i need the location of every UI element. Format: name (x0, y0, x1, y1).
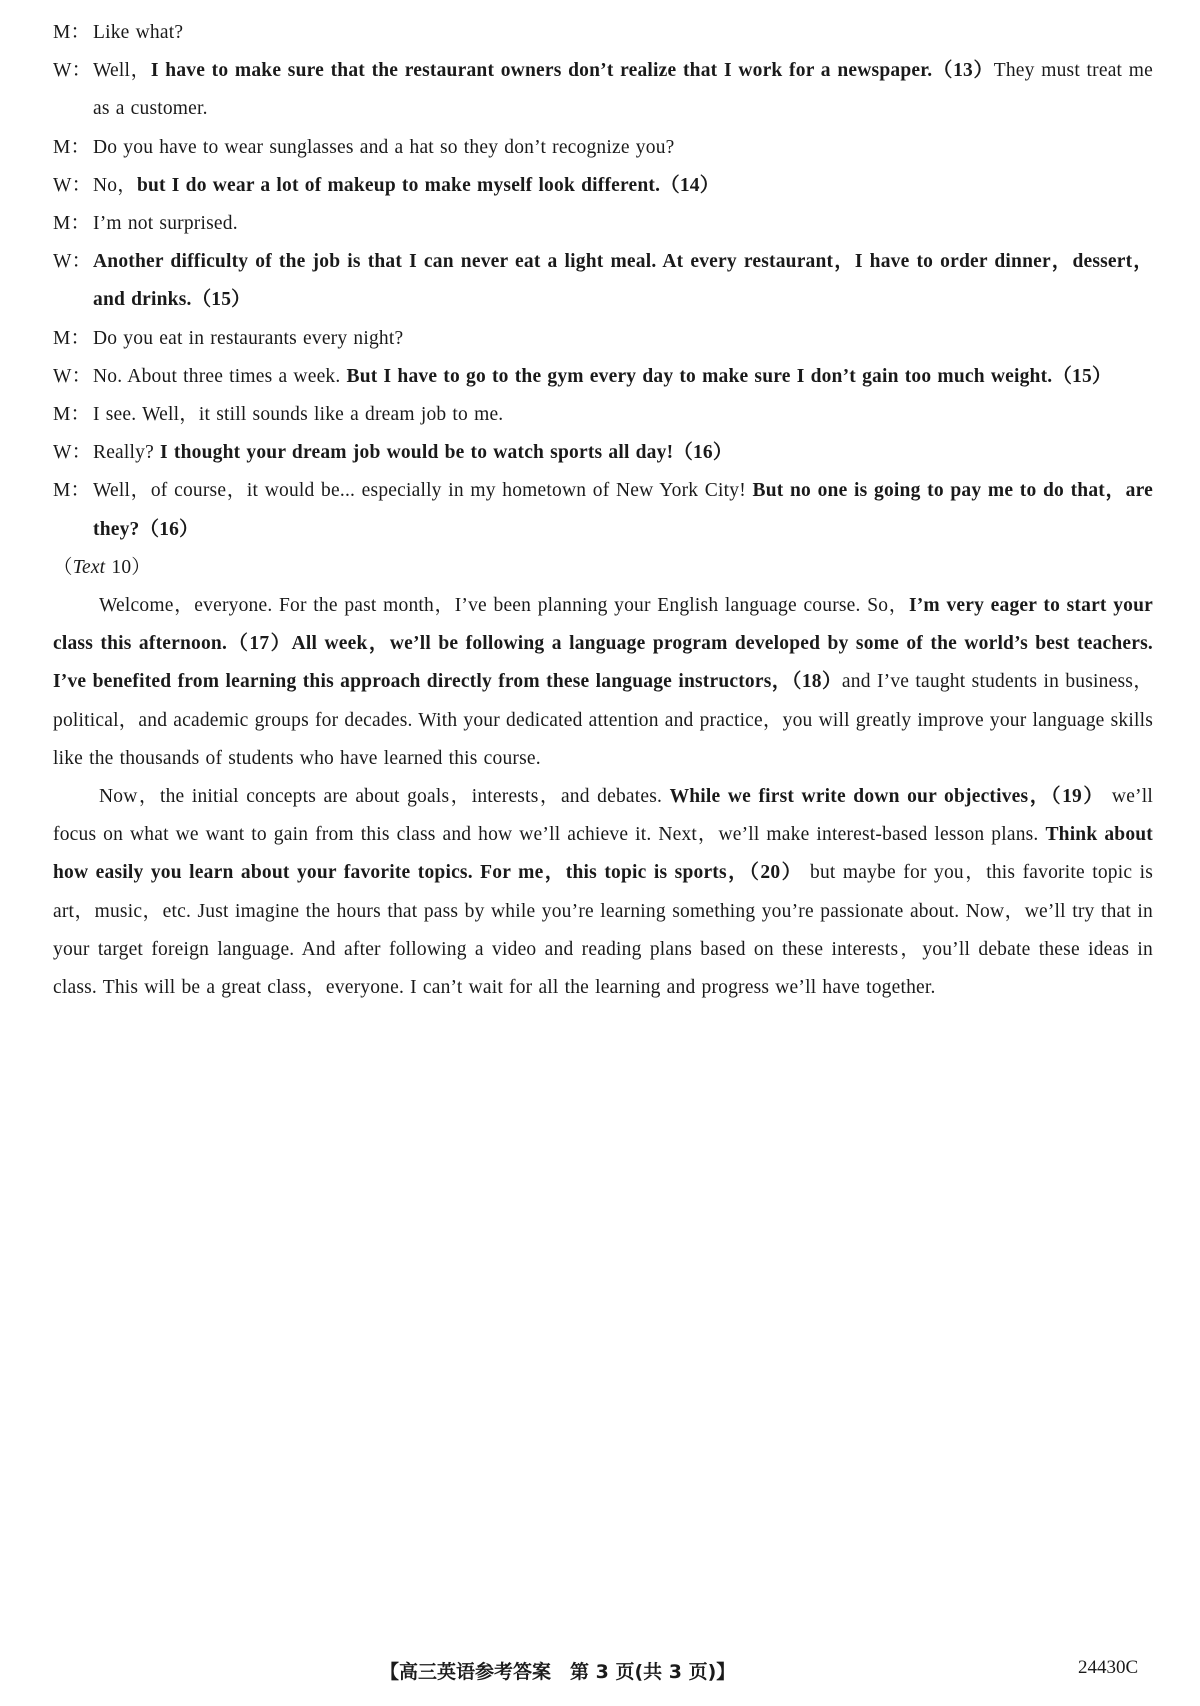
dialogue-line (53, 129, 1153, 167)
footer-page-label: 【高三英语参考答案 第 3 页(共 3 页)】 (380, 1661, 736, 1683)
answer-key-text: While we first write down our objectives，（19） (669, 786, 1105, 808)
dialogue-line (53, 472, 1153, 548)
document-body (53, 14, 1153, 1007)
answer-key-text: I’m very eager to start your class this afternoon.（17）All week，we’ll be following a language program developed by some of the world’s best teachers. I’ve benefited from learning this approach directly from these language instructors，（18） (53, 595, 1154, 693)
dialogue-text: Really? (93, 442, 161, 464)
dialogue-line (53, 52, 1153, 128)
speaker-label: W： (53, 174, 92, 196)
speaker-label: M： (53, 404, 91, 426)
dialogue-line (53, 14, 1153, 52)
dialogue-line (53, 434, 1153, 472)
dialogue-line (53, 243, 1153, 319)
dialogue-text: Well，of course，it would be... especially in my hometown of New York City! (93, 480, 753, 502)
dialogue-text: No， (93, 174, 137, 196)
speaker-label: W： (53, 365, 92, 387)
speaker-label: M： (53, 136, 91, 158)
speaker-label: W： (53, 251, 92, 273)
text-section-label: （Text 10） (53, 556, 151, 578)
dialogue-text: No. About three times a week. (93, 365, 347, 387)
dialogue-text: Well， (93, 60, 151, 82)
dialogue-text: They must treat me as a customer. (93, 60, 1153, 120)
dialogue-line (53, 205, 1153, 243)
paragraph-text: Welcome，everyone. For the past month，I’ve been planning your English language course. So， (99, 595, 909, 617)
dialogue-text: I’m not surprised. (93, 213, 238, 235)
paragraph-1 (53, 587, 1153, 778)
dialogue-line (53, 167, 1153, 205)
answer-key-text: I have to make sure that the restaurant owners don’t realize that I work for a newspaper. (150, 60, 933, 82)
answer-key-text: I thought your dream job would be to watch sports all day!（16） (160, 442, 733, 464)
paragraph-text: we’ll focus on what we want to gain from this class and how we’ll achieve it. Next，we’ll make interest-based lesson plans. (53, 786, 1153, 846)
answer-key-text: Another difficulty of the job is that I can never eat a light meal. At every restaurant，I have to order dinner，dessert，and drinks.（15） (93, 251, 1153, 311)
speaker-label: M： (53, 213, 91, 235)
dialogue-text: Like what? (93, 22, 184, 43)
answer-key-text: But I have to go to the gym every day to make sure I don’t gain too much weight.（15） (346, 365, 1112, 387)
answer-key-text: but I do wear a lot of makeup to make myself look different.（14） (136, 174, 720, 196)
paragraph-text: and I’ve taught students in business，political，and academic groups for decades. With your dedicated attention and practice，you will greatly improve your language skills like the thousands of students who have learned this course. (53, 671, 1153, 769)
dialogue-line (53, 320, 1153, 358)
speaker-label: W： (53, 442, 92, 464)
footer-code: 24430C (1078, 1657, 1139, 1678)
paragraph-text: but maybe for you，this favorite topic is art，music，etc. Just imagine the hours that pass by while you’re learning something you’re passionate about. Now，we’ll try that in your target foreign language. And after following a video and reading plans based on these interests，you’ll debate these ideas in class. This will be a great class，everyone. I can’t wait for all the learning and progress we’ll have together. (53, 862, 1153, 999)
question-number: （13） (932, 60, 994, 82)
dialogue-line (53, 358, 1153, 396)
answer-key-text: Think about how easily you learn about your favorite topics. For me，this topic is sports，（20） (53, 824, 1154, 884)
speaker-label: M： (53, 327, 91, 349)
dialogue-line (53, 396, 1153, 434)
answer-key-text: But no one is going to pay me to do that，are they?（16） (93, 480, 1153, 540)
dialogue-text: Do you eat in restaurants every night? (93, 327, 404, 349)
speaker-label: M： (53, 22, 91, 43)
page-footer (0, 1657, 1200, 1687)
paragraph-2 (53, 778, 1153, 1007)
speaker-label: M： (53, 480, 91, 502)
paragraph-text: Now，the initial concepts are about goals，interests，and debates. (99, 786, 670, 808)
dialogue-text: I see. Well，it still sounds like a dream job to me. (93, 404, 504, 426)
speaker-label: W： (53, 60, 92, 82)
dialogue-text: Do you have to wear sunglasses and a hat so they don’t recognize you? (93, 136, 675, 158)
